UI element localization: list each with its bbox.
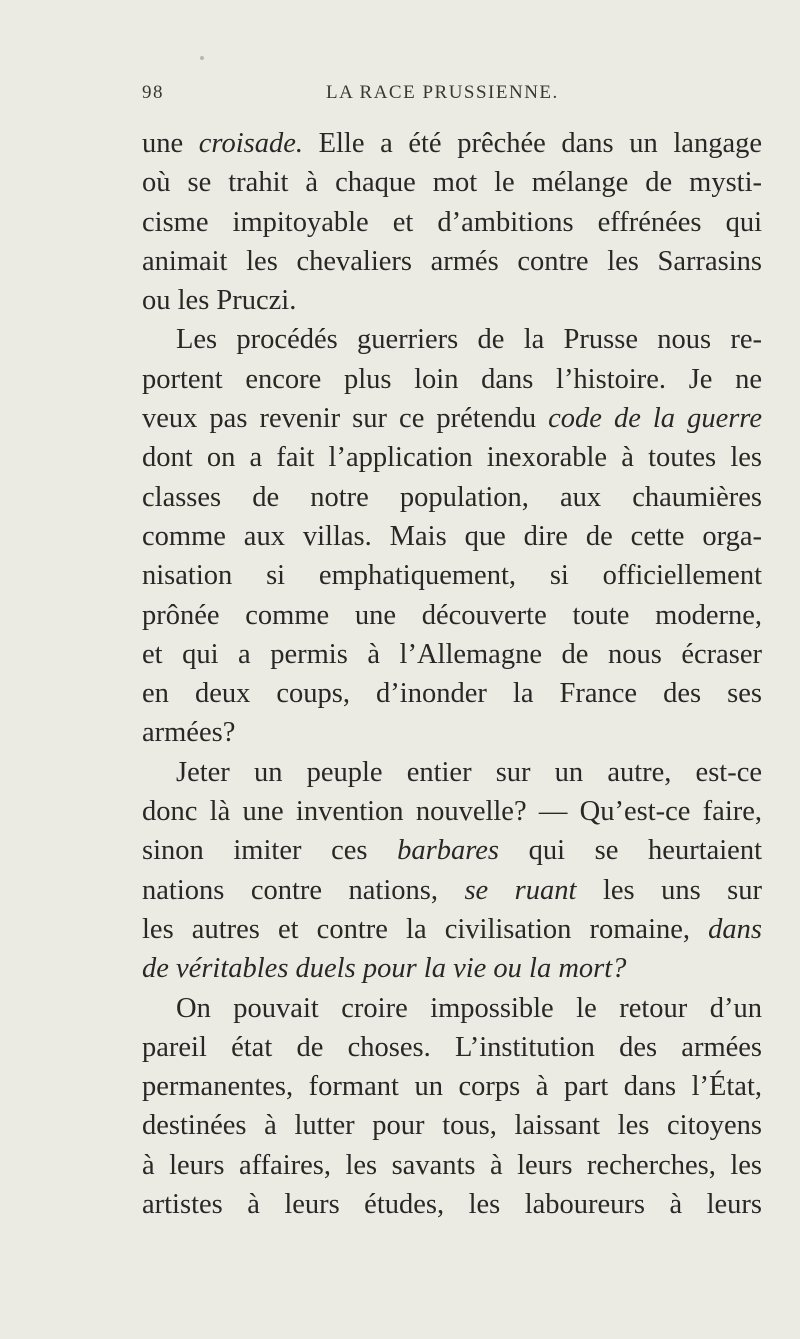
text-segment: artistes à leurs études, les laboureurs à leurs — [142, 1189, 762, 1221]
text-segment: animait les chevaliers armés contre les Sarrasins — [142, 245, 762, 277]
text-segment: classes de notre population, aux chaumières — [142, 481, 762, 513]
text-segment: les autres et contre la civilisation romaine, — [142, 913, 709, 945]
text-segment: qui se heurtaient — [499, 835, 763, 867]
text-segment: prônée comme une découverte toute moderne, — [142, 599, 762, 631]
text-line — [142, 438, 762, 477]
text-line — [142, 320, 762, 359]
text-segment: et qui a permis à l’Allemagne de nous écraser — [142, 638, 762, 670]
italic-text: croisade. — [198, 128, 303, 159]
text-segment: On pouvait croire impossible le retour d’un — [176, 992, 762, 1024]
text-line — [142, 989, 762, 1028]
text-line — [142, 517, 762, 556]
text-segment: ou les Pruczi. — [142, 285, 297, 317]
text-segment: nisation si emphatiquement, si officiellement — [142, 560, 762, 592]
text-line — [142, 1067, 762, 1106]
text-segment: Jeter un peuple entier sur un autre, est-ce — [176, 756, 762, 788]
text-line — [142, 478, 762, 517]
text-line — [142, 753, 762, 792]
text-line — [142, 242, 762, 281]
text-line — [142, 871, 762, 910]
text-line — [142, 1106, 762, 1145]
text-line — [142, 831, 762, 870]
text-line — [142, 399, 762, 438]
paper-speck — [200, 56, 204, 60]
text-segment: à leurs affaires, les savants à leurs recherches, les — [142, 1149, 762, 1181]
text-segment: pareil état de choses. L’institution des armées — [142, 1031, 762, 1063]
running-head — [142, 82, 762, 112]
text-line — [142, 281, 762, 320]
page-number: 98 — [142, 82, 164, 103]
text-segment: dont on a fait l’application inexorable à toutes les — [142, 442, 762, 474]
text-line — [142, 556, 762, 595]
text-line — [142, 1146, 762, 1185]
text-segment: portent encore plus loin dans l’histoire. Je ne — [142, 363, 762, 395]
text-segment: permanentes, formant un corps à part dans l’État, — [142, 1071, 762, 1103]
text-line — [142, 949, 762, 988]
text-line — [142, 1185, 762, 1224]
text-segment: où se trahit à chaque mot le mélange de mysti- — [142, 167, 762, 199]
text-segment: sinon imiter ces — [142, 835, 398, 867]
text-line — [142, 163, 762, 202]
text-line — [142, 713, 762, 752]
italic-text: barbares — [397, 835, 499, 867]
italic-text: dans — [708, 913, 762, 945]
text-segment: en deux coups, d’inonder la France des ses — [142, 678, 762, 710]
text-segment: donc là une invention nouvelle? — Qu’est-ce faire, — [142, 796, 762, 828]
text-segment: comme aux villas. Mais que dire de cette orga- — [142, 520, 762, 552]
text-segment: destinées à lutter pour tous, laissant les citoyens — [142, 1110, 762, 1142]
italic-text: code de la guerre — [548, 403, 762, 435]
text-line — [142, 360, 762, 399]
text-line — [142, 792, 762, 831]
text-segment: une — [142, 128, 199, 159]
text-line — [142, 910, 762, 949]
text-line — [142, 124, 762, 163]
italic-text: de véritables duels pour la vie ou la mort? — [142, 953, 627, 985]
text-segment: cisme impitoyable et d’ambitions effrénées qui — [142, 206, 762, 238]
running-title: LA RACE PRUSSIENNE. — [326, 82, 559, 103]
text-segment: veux pas revenir sur ce prétendu — [142, 403, 549, 435]
text-line — [142, 203, 762, 242]
body-text — [142, 124, 762, 1224]
text-line — [142, 1028, 762, 1067]
italic-text: se ruant — [464, 874, 577, 906]
text-segment: les uns sur — [576, 874, 762, 906]
text-line — [142, 635, 762, 674]
text-line — [142, 674, 762, 713]
text-line — [142, 596, 762, 635]
text-segment: Elle a été prêchée dans un langage — [302, 128, 762, 159]
text-segment: nations contre nations, — [142, 874, 465, 906]
text-segment: Les procédés guerriers de la Prusse nous re- — [176, 324, 762, 356]
text-segment: armées? — [142, 717, 236, 749]
